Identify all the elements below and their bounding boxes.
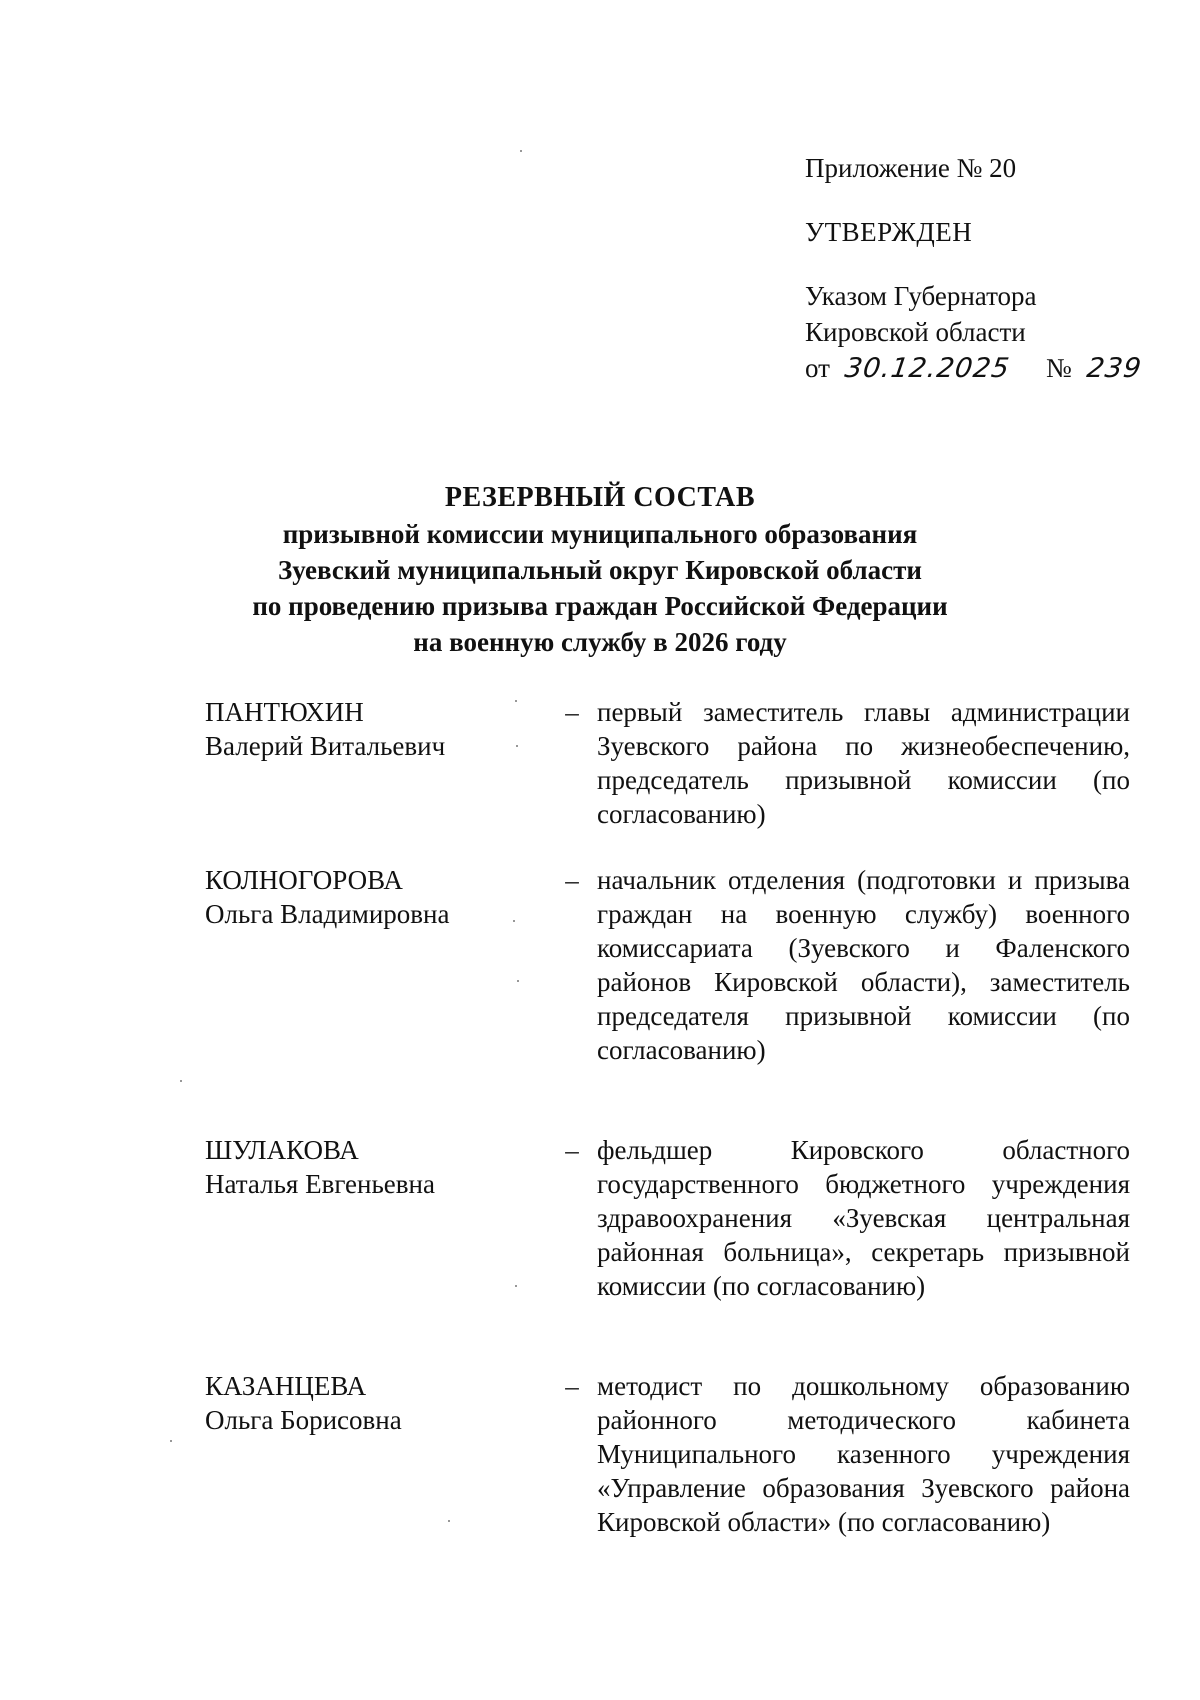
member-role: начальник отделения (подготовки и призыва граждан на военную службу) военного комиссариата (Зуевского и Фаленского районов Кировской области), заместитель председателя призывной комиссии (по согласованию) [597,865,1130,1065]
member-name [205,863,555,1067]
member-given-names: Валерий Витальевич [205,731,446,761]
scan-speck [515,1285,517,1287]
scan-speck [180,1080,182,1082]
member-entry [205,1133,1130,1303]
member-role: фельдшер Кировского областного государственного бюджетного учреждения здравоохранения «Зуевская центральная районная больница», секретарь призывной комиссии (по согласованию) [597,1135,1130,1301]
member-entry [205,695,1130,831]
decree-issuer-line2: Кировской области [805,317,1026,347]
member-given-names: Ольга Владимировна [205,899,450,929]
title-line-3: Зуевский муниципальный округ Кировской области [278,555,922,585]
member-entry [205,1369,1130,1539]
member-given-names: Ольга Борисовна [205,1405,402,1435]
title-line-4: по проведению призыва граждан Российской Федерации [252,591,948,621]
member-role: первый заместитель главы администрации Зуевского района по жизнеобеспечению, председатель призывной комиссии (по согласованию) [597,697,1130,829]
decree-date-line [805,350,1165,387]
scan-speck [448,1520,450,1522]
handwritten-date: 30.12.2025 [842,353,1012,384]
approval-block [805,150,1165,387]
scan-speck [170,1440,172,1442]
member-surname: КОЛНОГОРОВА [205,865,403,895]
number-label: № [1046,353,1072,383]
member-dash: – [565,1371,579,1401]
member-role: методист по дошкольному образованию районного методического кабинета Муниципального казенного учреждения «Управление образования Зуевского района Кировской области» (по согласованию) [597,1371,1130,1537]
approved-label: УТВЕРЖДЕН [805,217,973,247]
member-name [205,1133,555,1303]
member-surname: ПАНТЮХИН [205,697,364,727]
scan-speck [516,745,518,747]
member-dash: – [565,865,579,895]
member-given-names: Наталья Евгеньевна [205,1169,435,1199]
scan-speck [513,920,515,922]
members-list [205,695,1130,1539]
member-dash: – [565,697,579,727]
member-name [205,695,555,831]
handwritten-decree-number: 239 [1084,353,1144,384]
title-line-2: призывной комиссии муниципального образования [282,519,918,549]
scan-speck [517,980,519,982]
decree-issuer-line1: Указом Губернатора [805,281,1037,311]
title-line-5: на военную службу в 2026 году [413,627,787,657]
member-dash: – [565,1135,579,1165]
scan-speck [515,700,517,702]
member-entry [205,863,1130,1067]
member-name [205,1369,555,1539]
title-line-1: РЕЗЕРВНЫЙ СОСТАВ [444,482,756,513]
appendix-label: Приложение № 20 [805,153,1017,183]
date-prefix: от [805,353,830,383]
member-surname: КАЗАНЦЕВА [205,1371,367,1401]
member-surname: ШУЛАКОВА [205,1135,359,1165]
document-title [0,480,1200,660]
scan-speck [520,150,522,152]
